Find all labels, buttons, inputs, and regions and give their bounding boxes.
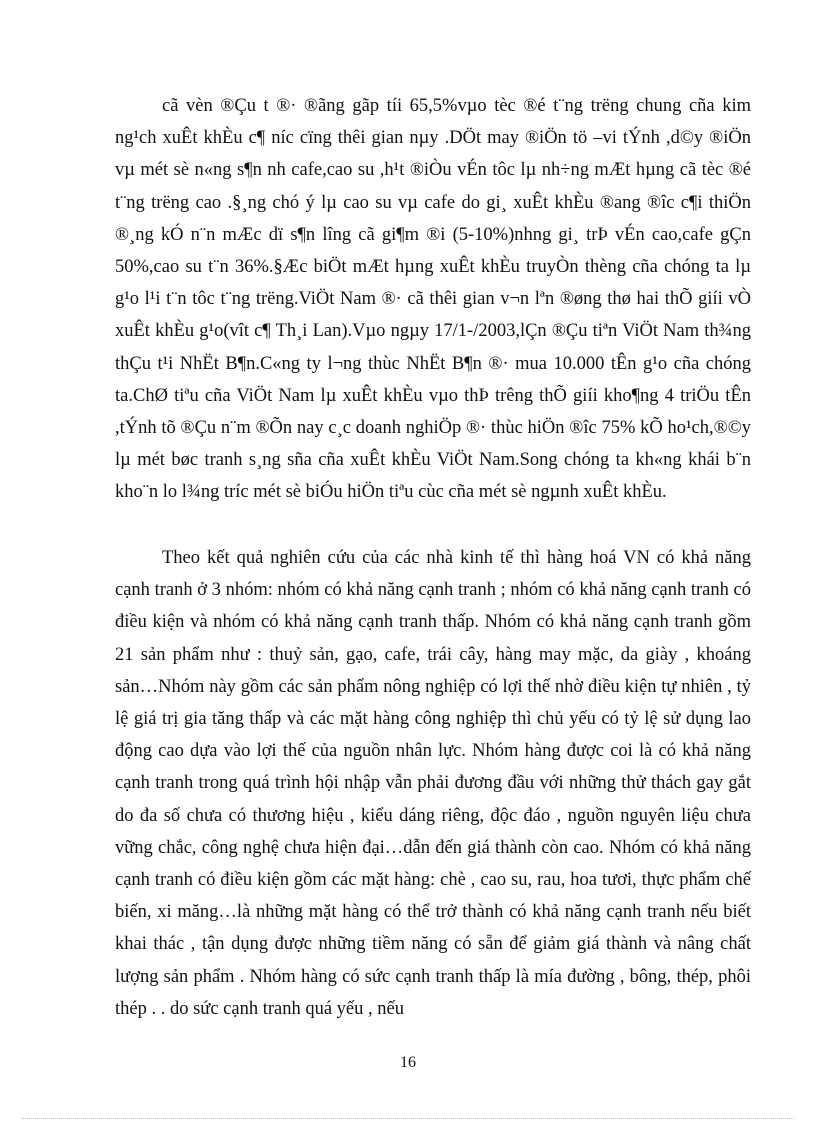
body-text-lower	[115, 542, 751, 1025]
body-text-upper	[115, 90, 751, 509]
page-number: 16	[400, 1054, 416, 1071]
paragraph-competitiveness: Theo kết quả nghiên cứu của các nhà kinh tế thì hàng hoá VN có khả năng cạnh tranh ở 3 nhóm: nhóm có khả năng cạnh tranh ; nhóm có khả năng cạnh tranh có điều kiện và nhóm có khả năng cạnh tranh thấp. Nhóm có khả năng cạnh tranh gồm 21 sản phẩm như : thuỷ sản, gạo, cafe, trái cây, hàng may mặc, da giày , khoáng sản…Nhóm này gồm các sản phẩm nông nghiệp có lợi thế nhờ điều kiện tự nhiên , tỷ lệ giá trị gia tăng thấp và các mặt hàng công nghiệp thì chủ yếu có tỷ lệ sử dụng lao động cao dựa vào lợi thế của nguồn nhân lực. Nhóm hàng được coi là có khả năng cạnh tranh trong quá trình hội nhập vẫn phải đương đầu với những thử thách gay gắt do đa số chưa có thương hiệu , kiểu dáng riêng, độc đáo , nguồn nguyên liệu chưa vững chắc, công nghệ chưa hiện đại…dẫn đến giá thành còn cao. Nhóm có khả năng cạnh tranh có điều kiện gồm các mặt hàng: chè , cao su, rau, hoa tươi, thực phẩm chế biến, xi măng…là những mặt hàng có thể trở thành có khả năng cạnh tranh nếu biết khai thác , tận dụng được những tiềm năng có sẵn để giảm giá thành và nâng chất lượng sản phẩm . Nhóm hàng có sức cạnh tranh thấp là mía đường , bông, thép, phôi thép . . do sức cạnh tranh quá yếu , nếu	[115, 548, 751, 1019]
page-bottom-border	[22, 1118, 794, 1119]
paragraph-export-growth: cã vèn ®Çu t ®· ®ãng gãp tíi 65,5%vµo tèc ®é t¨ng trëng chung cña kim ng¹ch xuÊt khÈu c¶ níc cïng thêi gian nµy .DÖt may ®iÖn tö –vi tÝnh ,d©y ®iÖn vµ mét sè n«ng s¶n nh cafe,cao su ,h¹t ®iÒu vÉn tôc lµ nh÷ng mÆt hµng cã tèc ®é t¨ng trëng cao .§¸ng chó ý lµ cao su vµ cafe do gi¸ xuÊt khÈu ®ang ®îc c¶i thiÖn ®¸ng kÓ n¨n mÆc dï s¶n lîng cã gi¶m ®i (5-10%)nhng gi¸ trÞ vÉn cao,cafe gÇn 50%,cao su t¨n 36%.§Æc biÖt mÆt hµng xuÊt khÈu truyÒn thèng cña chóng ta lµ g¹o l¹i t¨n tôc t¨ng trëng.ViÖt Nam ®· cã thêi gian v¬n lªn ®øng thø hai thÕ giíi vÒ xuÊt khÈu g¹o(vît c¶ Th¸i Lan).Vµo ngµy 17/1-/2003,lÇn ®Çu tiªn ViÖt Nam th¾ng thÇu t¹i NhËt B¶n.C«ng ty l¬ng thùc NhËt B¶n ®· mua 10.000 tÊn g¹o cña chóng ta.ChØ tiªu cña ViÖt Nam lµ xuÊt khÈu vµo thÞ trêng thÕ giíi kho¶ng 4 triÖu tÊn ,tÝnh tõ ®Çu n¨m ®Õn nay c¸c doanh nghiÖp ®· thùc hiÖn ®îc 75% kÕ ho¹ch,®©y lµ mét bøc tranh s¸ng sña cña xuÊt khÈu ViÖt Nam.Song chóng ta kh«ng khái b¨n kho¨n lo l¾ng tríc mét sè biÓu hiÖn tiªu cùc cña mét sè ngµnh xuÊt khÈu.	[115, 96, 751, 503]
